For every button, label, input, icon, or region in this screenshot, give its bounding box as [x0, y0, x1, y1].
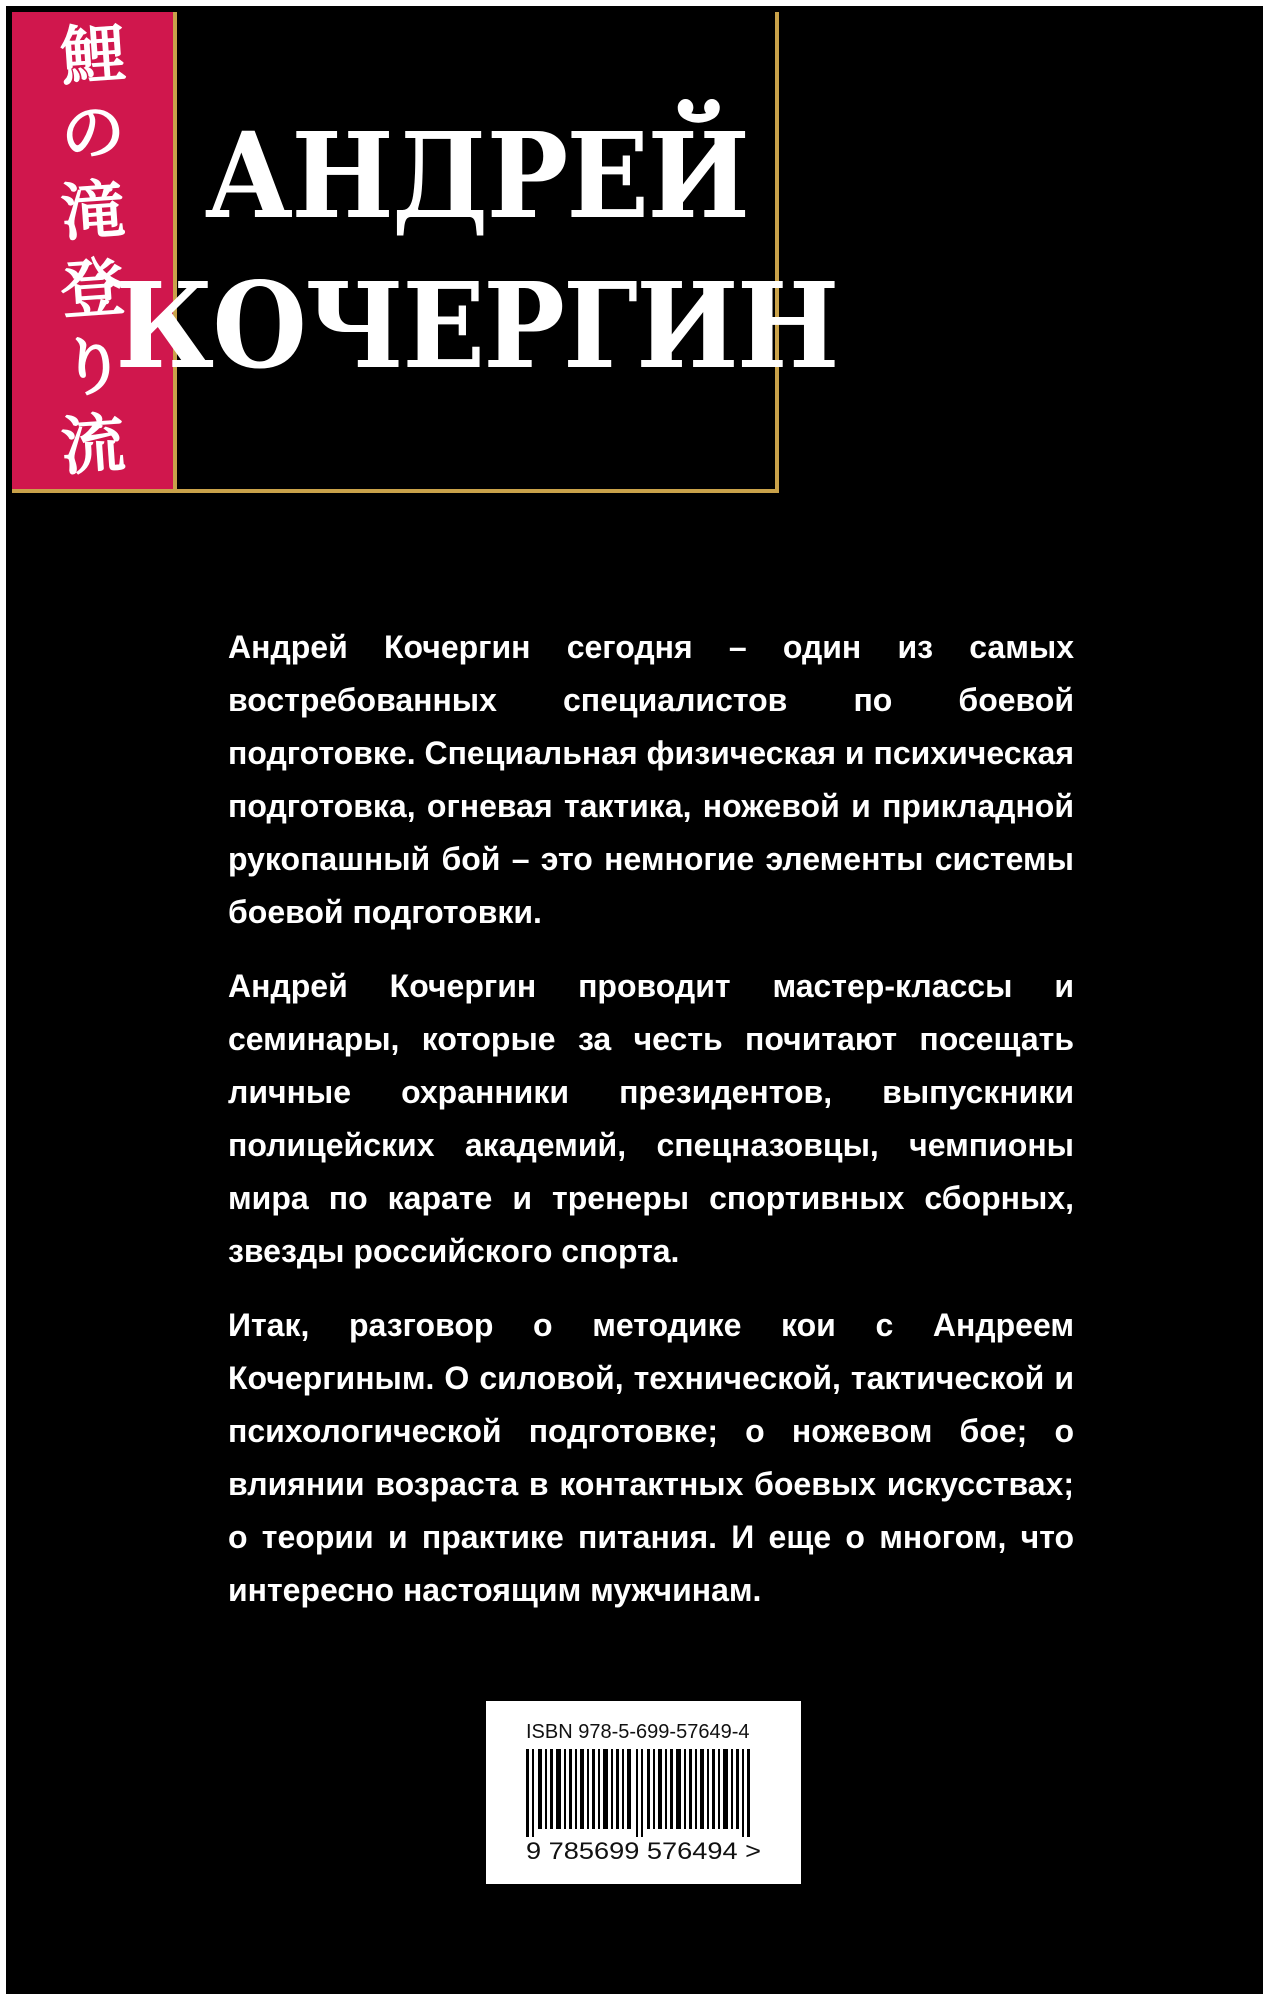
kanji-char: り — [57, 327, 128, 407]
book-back-cover — [6, 6, 1263, 1994]
blurb-paragraph-3: Итак, разговор о методике кои с Андреем Кочергиным. О силовой, технической, тактической и психологической подготовке; о ножевом бое; о влиянии возраста в контактных боевых искусствах; о теории и практике питания. И еще о многом, что интересно настоящим мужчинам. — [228, 1307, 1074, 1608]
kanji-char: 鯉 — [57, 15, 128, 95]
author-name — [114, 12, 838, 489]
barcode-digits: 9 785699 576494 > — [526, 1838, 761, 1865]
kanji-char: 登 — [57, 249, 128, 329]
kanji-char: の — [57, 93, 128, 173]
blurb-paragraph-1: Андрей Кочергин сегодня – один из самых востребованных специалистов по боевой подготовке. Специальная физическая и психическая подготовка, огневая тактика, ножевой и прикладной рукопашный бой – это немногие элементы системы боевой подготовки. — [228, 629, 1074, 930]
blurb-text — [228, 621, 1074, 1638]
blurb-paragraph-2: Андрей Кочергин проводит мастер-классы и семинары, которые за честь почитают посещать личные охранники президентов, выпускники полицейских академий, спецназовцы, чемпионы мира по карате и тренеры спортивных сборных, звезды российского спорта. — [228, 968, 1074, 1269]
barcode-box — [486, 1701, 801, 1884]
kanji-char: 流 — [57, 405, 128, 485]
isbn-label: ISBN 978-5-699-57649-4 — [526, 1721, 750, 1743]
author-first-name: АНДРЕЙ — [204, 105, 748, 245]
author-last-name: КОЧЕРГИН — [114, 255, 838, 395]
barcode-icon — [526, 1749, 761, 1867]
kanji-char: 滝 — [57, 171, 128, 251]
